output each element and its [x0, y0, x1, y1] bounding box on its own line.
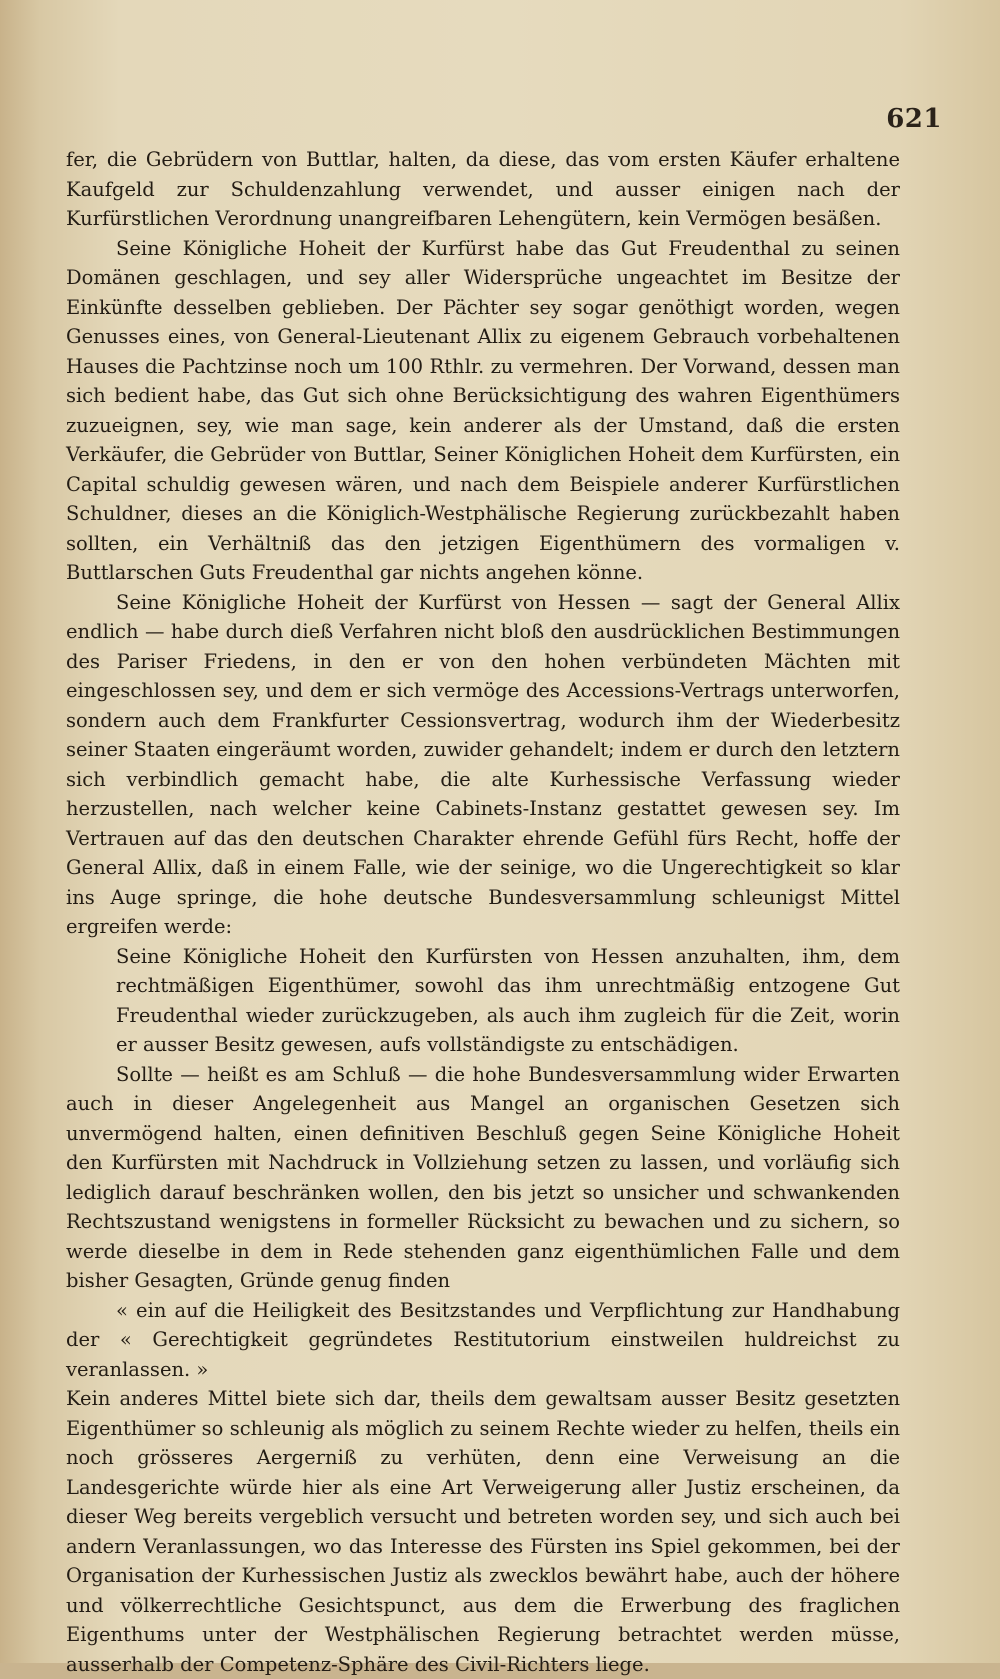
paragraph: Seine Königliche Hoheit der Kurfürst von Hessen — sagt der General Allix endlich — habe durch dieß Verfahren nicht bloß den ausdrücklichen Bestimmungen des Pariser Friedens, in den er von den hohen verbündeten Mächten mit eingeschlossen sey, und dem er sich vermöge des Accessions-Vertrags unterworfen, sondern auch dem Frankfurter Cessionsvertrag, wodurch ihm der Wiederbesitz seiner Staaten eingeräumt worden, zuwider gehandelt; indem er durch den letztern sich verbindlich gemacht habe, die alte Kurhessische Verfassung wieder herzustellen, nach welcher keine Cabinets-Instanz gestattet gewesen sey. Im Vertrauen auf das den deutschen Charakter ehrende Gefühl fürs Recht, hoffe der General Allix, daß in einem Falle, wie der seinige, wo die Ungerechtigkeit so klar ins Auge springe, die hohe deutsche Bundesversammlung schleunigst Mittel ergreifen werde: — [66, 590, 900, 938]
paragraph: fer, die Gebrüdern von Buttlar, halten, da diese, das vom ersten Käufer erhaltene Kaufgeld zur Schuldenzahlung verwendet, und ausser einigen nach der Kurfürstlichen Verordnung unangreifbaren Lehengütern, kein Vermögen besäßen. — [66, 148, 900, 230]
paragraph: Seine Königliche Hoheit der Kurfürst habe das Gut Freudenthal zu seinen Domänen geschlagen, und sey aller Widersprüche ungeachtet im Besitze der Einkünfte desselben geblieben. Der Pächter sey sogar genöthigt worden, wegen Genusses eines, von General-Lieutenant Allix zu eigenem Gebrauch vorbehaltenen Hauses die Pachtzinse noch um 100 Rthlr. zu vermehren. Der Vorwand, dessen man sich bedient habe, das Gut sich ohne Berücksichtigung des wahren Eigenthümers zuzueignen, sey, wie man sage, kein anderer als der Umstand, daß die ersten Verkäufer, die Gebrüder von Buttlar, Seiner Königlichen Hoheit dem Kurfürsten, ein Capital schuldig gewesen wären, und nach dem Beispiele anderer Kurfürstlichen Schuldner, dieses an die Königlich-Westphälische Regierung zurückbezahlt haben sollten, ein Verhältniß das den jetzigen Eigenthümern des vormaligen v. Buttlarschen Guts Freudenthal gar nichts angehen könne. — [66, 236, 900, 584]
page-number: 621 — [886, 104, 942, 134]
quoted-request: « ein auf die Heiligkeit des Besitzstandes und Verpflichtung zur Handhabung der « Gerechtigkeit gegründetes Restitutorium einstweilen huldreichst zu veranlassen. » — [66, 1298, 900, 1381]
block-quote: Seine Königliche Hoheit den Kurfürsten von Hessen anzuhalten, ihm, dem rechtmäßigen Eigenthümer, sowohl das ihm unrechtmäßig entzogene Gut Freudenthal wieder zurückzugeben, als auch ihm zugleich für die Zeit, worin er ausser Besitz gewesen, aufs vollständigste zu entschädigen. — [116, 944, 900, 1056]
text-body — [66, 145, 900, 1679]
paragraph: Kein anderes Mittel biete sich dar, theils dem gewaltsam ausser Besitz gesetzten Eigenthümer so schleunig als möglich zu seinem Rechte wieder zu helfen, theils ein noch grösseres Aergerniß zu verhüten, denn eine Verweisung an die Landesgerichte würde hier als eine Art Verweigerung aller Justiz erscheinen, da dieser Weg bereits vergeblich versucht und betreten worden sey, und sich auch bei andern Veranlassungen, wo das Interesse des Fürsten ins Spiel gekommen, bei der Organisation der Kurhessischen Justiz als zwecklos bewährt habe, auch der höhere und völkerrechtliche Gesichtspunct, aus dem die Erwerbung des fraglichen Eigenthums unter der Westphälischen Regierung betrachtet werden müsse, ausserhalb der Competenz-Sphäre des Civil-Richters liege. — [66, 1387, 900, 1676]
paragraph: Sollte — heißt es am Schluß — die hohe Bundesversammlung wider Erwarten auch in dieser Angelegenheit aus Mangel an organischen Gesetzen sich unvermögend halten, einen definitiven Beschluß gegen Seine Königliche Hoheit den Kurfürsten mit Nachdruck in Vollziehung setzen zu lassen, und vorläufig sich lediglich darauf beschränken wollen, den bis jetzt so unsicher und schwankenden Rechtszustand wenigstens in formeller Rücksicht zu bewachen und zu sichern, so werde dieselbe in dem in Rede stehenden ganz eigenthümlichen Falle und dem bisher Gesagten, Gründe genug finden — [66, 1062, 900, 1292]
